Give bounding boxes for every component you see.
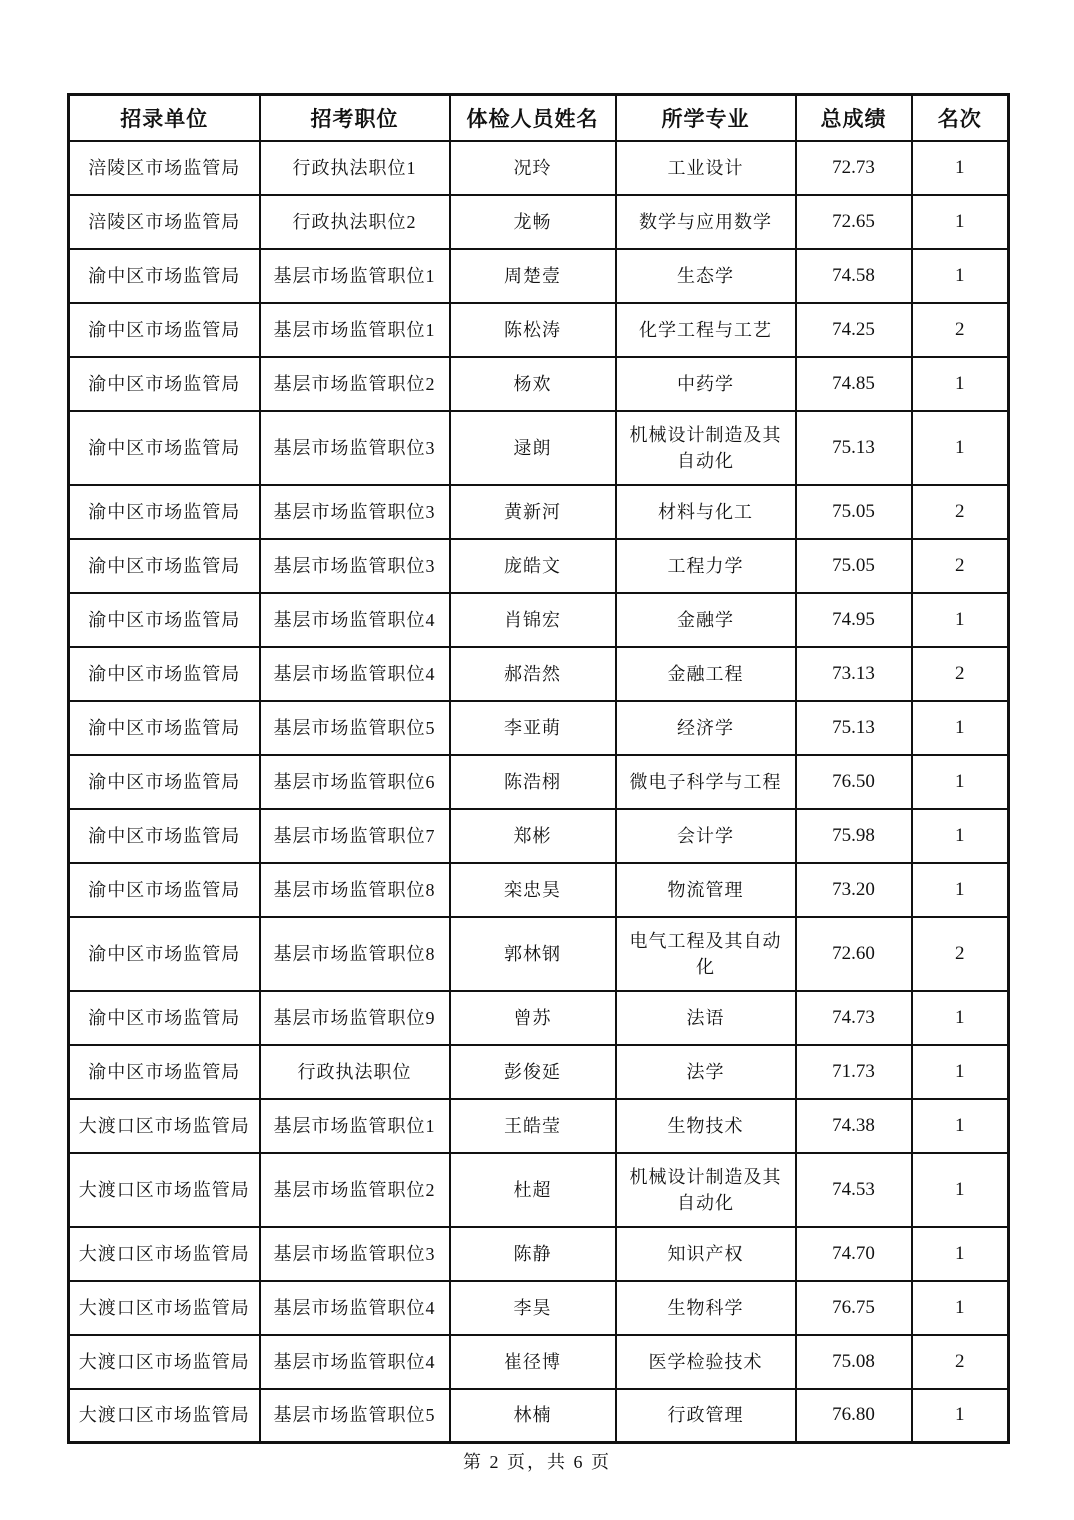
table-cell: 物流管理 <box>616 863 796 917</box>
table-cell: 1 <box>912 593 1009 647</box>
table-row <box>69 411 1009 485</box>
table-cell: 机械设计制造及其自动化 <box>616 1153 796 1227</box>
table-cell: 涪陵区市场监管局 <box>69 195 260 249</box>
table-row <box>69 917 1009 991</box>
table-cell: 基层市场监管职位1 <box>260 1099 450 1153</box>
column-header: 总成绩 <box>796 95 912 141</box>
table-cell: 陈松涛 <box>450 303 616 357</box>
table-row <box>69 991 1009 1045</box>
table-cell: 大渡口区市场监管局 <box>69 1099 260 1153</box>
table-cell: 2 <box>912 647 1009 701</box>
page-number-footer: 第 2 页，共 6 页 <box>463 1452 611 1472</box>
table-cell: 林楠 <box>450 1389 616 1443</box>
table-cell: 2 <box>912 539 1009 593</box>
table-cell: 74.70 <box>796 1227 912 1281</box>
table-row <box>69 755 1009 809</box>
table-cell: 金融工程 <box>616 647 796 701</box>
table-cell: 2 <box>912 485 1009 539</box>
table-cell: 1 <box>912 1389 1009 1443</box>
table-cell: 基层市场监管职位3 <box>260 539 450 593</box>
table-cell: 行政管理 <box>616 1389 796 1443</box>
table-cell: 大渡口区市场监管局 <box>69 1227 260 1281</box>
table-cell: 1 <box>912 141 1009 195</box>
table-cell: 李亚萌 <box>450 701 616 755</box>
table-cell: 逯朗 <box>450 411 616 485</box>
table-cell: 渝中区市场监管局 <box>69 485 260 539</box>
table-cell: 1 <box>912 1045 1009 1099</box>
table-cell: 杨欢 <box>450 357 616 411</box>
table-cell: 1 <box>912 863 1009 917</box>
table-cell: 基层市场监管职位7 <box>260 809 450 863</box>
table-cell: 材料与化工 <box>616 485 796 539</box>
table-cell: 生物科学 <box>616 1281 796 1335</box>
table-cell: 73.13 <box>796 647 912 701</box>
table-cell: 渝中区市场监管局 <box>69 357 260 411</box>
table-cell: 行政执法职位2 <box>260 195 450 249</box>
table-cell: 王皓莹 <box>450 1099 616 1153</box>
table-cell: 金融学 <box>616 593 796 647</box>
table-cell: 郑彬 <box>450 809 616 863</box>
table-row <box>69 863 1009 917</box>
table-row <box>69 1389 1009 1443</box>
table-cell: 基层市场监管职位3 <box>260 485 450 539</box>
table-row <box>69 1227 1009 1281</box>
table-cell: 大渡口区市场监管局 <box>69 1153 260 1227</box>
table-cell: 1 <box>912 411 1009 485</box>
table-row <box>69 647 1009 701</box>
table-cell: 基层市场监管职位2 <box>260 357 450 411</box>
table-row <box>69 539 1009 593</box>
table-cell: 1 <box>912 809 1009 863</box>
column-header: 体检人员姓名 <box>450 95 616 141</box>
table-cell: 庞皓文 <box>450 539 616 593</box>
table-cell: 渝中区市场监管局 <box>69 411 260 485</box>
table-cell: 2 <box>912 303 1009 357</box>
table-row <box>69 701 1009 755</box>
table-cell: 工程力学 <box>616 539 796 593</box>
table-cell: 1 <box>912 1281 1009 1335</box>
column-header: 招录单位 <box>69 95 260 141</box>
table-row <box>69 1335 1009 1389</box>
table-cell: 渝中区市场监管局 <box>69 701 260 755</box>
table-cell: 知识产权 <box>616 1227 796 1281</box>
table-cell: 74.85 <box>796 357 912 411</box>
table-cell: 72.65 <box>796 195 912 249</box>
table-cell: 1 <box>912 755 1009 809</box>
table-cell: 经济学 <box>616 701 796 755</box>
table-cell: 会计学 <box>616 809 796 863</box>
table-cell: 渝中区市场监管局 <box>69 647 260 701</box>
table-cell: 陈静 <box>450 1227 616 1281</box>
table-cell: 电气工程及其自动化 <box>616 917 796 991</box>
header-row <box>69 95 1009 141</box>
table-cell: 渝中区市场监管局 <box>69 539 260 593</box>
table-cell: 74.53 <box>796 1153 912 1227</box>
table-cell: 74.95 <box>796 593 912 647</box>
table-cell: 2 <box>912 917 1009 991</box>
table-cell: 基层市场监管职位8 <box>260 863 450 917</box>
table-row <box>69 1153 1009 1227</box>
table-cell: 渝中区市场监管局 <box>69 755 260 809</box>
table-cell: 数学与应用数学 <box>616 195 796 249</box>
table-row <box>69 1099 1009 1153</box>
table-row <box>69 1281 1009 1335</box>
table-cell: 涪陵区市场监管局 <box>69 141 260 195</box>
table-cell: 76.75 <box>796 1281 912 1335</box>
table-cell: 中药学 <box>616 357 796 411</box>
table-cell: 郝浩然 <box>450 647 616 701</box>
table-cell: 况玲 <box>450 141 616 195</box>
table-cell: 渝中区市场监管局 <box>69 249 260 303</box>
table-cell: 75.98 <box>796 809 912 863</box>
table-row <box>69 1045 1009 1099</box>
table-body <box>69 141 1009 1443</box>
table-cell: 基层市场监管职位5 <box>260 701 450 755</box>
table-cell: 渝中区市场监管局 <box>69 1045 260 1099</box>
table-cell: 74.58 <box>796 249 912 303</box>
table-cell: 肖锦宏 <box>450 593 616 647</box>
table-cell: 76.80 <box>796 1389 912 1443</box>
table-cell: 基层市场监管职位5 <box>260 1389 450 1443</box>
table-cell: 生态学 <box>616 249 796 303</box>
table-cell: 陈浩栩 <box>450 755 616 809</box>
table-cell: 化学工程与工艺 <box>616 303 796 357</box>
column-header: 名次 <box>912 95 1009 141</box>
table-cell: 74.25 <box>796 303 912 357</box>
table-cell: 大渡口区市场监管局 <box>69 1335 260 1389</box>
column-header: 招考职位 <box>260 95 450 141</box>
table-cell: 周楚壹 <box>450 249 616 303</box>
table-cell: 1 <box>912 991 1009 1045</box>
table-cell: 基层市场监管职位8 <box>260 917 450 991</box>
table-cell: 渝中区市场监管局 <box>69 991 260 1045</box>
table-cell: 1 <box>912 249 1009 303</box>
table-cell: 基层市场监管职位3 <box>260 1227 450 1281</box>
table-cell: 75.05 <box>796 539 912 593</box>
table-cell: 基层市场监管职位3 <box>260 411 450 485</box>
table-cell: 渝中区市场监管局 <box>69 593 260 647</box>
table-row <box>69 249 1009 303</box>
table-row <box>69 141 1009 195</box>
table-cell: 渝中区市场监管局 <box>69 917 260 991</box>
table-cell: 龙畅 <box>450 195 616 249</box>
table-row <box>69 809 1009 863</box>
table-cell: 医学检验技术 <box>616 1335 796 1389</box>
table-cell: 75.13 <box>796 701 912 755</box>
table-cell: 崔径博 <box>450 1335 616 1389</box>
table-cell: 1 <box>912 1227 1009 1281</box>
table-cell: 栾忠昊 <box>450 863 616 917</box>
table-cell: 74.38 <box>796 1099 912 1153</box>
column-header: 所学专业 <box>616 95 796 141</box>
table-cell: 1 <box>912 1099 1009 1153</box>
table-cell: 71.73 <box>796 1045 912 1099</box>
table-cell: 彭俊延 <box>450 1045 616 1099</box>
table-row <box>69 303 1009 357</box>
table-row <box>69 357 1009 411</box>
results-table <box>67 93 1010 1444</box>
table-cell: 法学 <box>616 1045 796 1099</box>
table-cell: 微电子科学与工程 <box>616 755 796 809</box>
table-cell: 2 <box>912 1335 1009 1389</box>
table-cell: 大渡口区市场监管局 <box>69 1389 260 1443</box>
table-cell: 郭林钢 <box>450 917 616 991</box>
table-cell: 基层市场监管职位4 <box>260 593 450 647</box>
table-cell: 渝中区市场监管局 <box>69 303 260 357</box>
table-cell: 75.08 <box>796 1335 912 1389</box>
table-row <box>69 195 1009 249</box>
table-cell: 基层市场监管职位2 <box>260 1153 450 1227</box>
table-cell: 行政执法职位 <box>260 1045 450 1099</box>
table-cell: 1 <box>912 195 1009 249</box>
table-row <box>69 485 1009 539</box>
table-cell: 渝中区市场监管局 <box>69 809 260 863</box>
table-cell: 72.60 <box>796 917 912 991</box>
table-cell: 基层市场监管职位1 <box>260 249 450 303</box>
table-cell: 大渡口区市场监管局 <box>69 1281 260 1335</box>
table-cell: 基层市场监管职位6 <box>260 755 450 809</box>
table-cell: 75.13 <box>796 411 912 485</box>
table-cell: 基层市场监管职位1 <box>260 303 450 357</box>
table-cell: 渝中区市场监管局 <box>69 863 260 917</box>
table-cell: 1 <box>912 701 1009 755</box>
table-cell: 1 <box>912 1153 1009 1227</box>
table-cell: 72.73 <box>796 141 912 195</box>
table-cell: 李昊 <box>450 1281 616 1335</box>
table-cell: 曾苏 <box>450 991 616 1045</box>
table-cell: 基层市场监管职位9 <box>260 991 450 1045</box>
table-cell: 基层市场监管职位4 <box>260 647 450 701</box>
table-cell: 杜超 <box>450 1153 616 1227</box>
table-cell: 黄新河 <box>450 485 616 539</box>
table-cell: 基层市场监管职位4 <box>260 1335 450 1389</box>
table-cell: 73.20 <box>796 863 912 917</box>
table-cell: 75.05 <box>796 485 912 539</box>
table-cell: 生物技术 <box>616 1099 796 1153</box>
table-cell: 76.50 <box>796 755 912 809</box>
table-cell: 行政执法职位1 <box>260 141 450 195</box>
table-cell: 基层市场监管职位4 <box>260 1281 450 1335</box>
table-cell: 法语 <box>616 991 796 1045</box>
table-cell: 机械设计制造及其自动化 <box>616 411 796 485</box>
table-cell: 74.73 <box>796 991 912 1045</box>
table-row <box>69 593 1009 647</box>
table-cell: 1 <box>912 357 1009 411</box>
table-cell: 工业设计 <box>616 141 796 195</box>
